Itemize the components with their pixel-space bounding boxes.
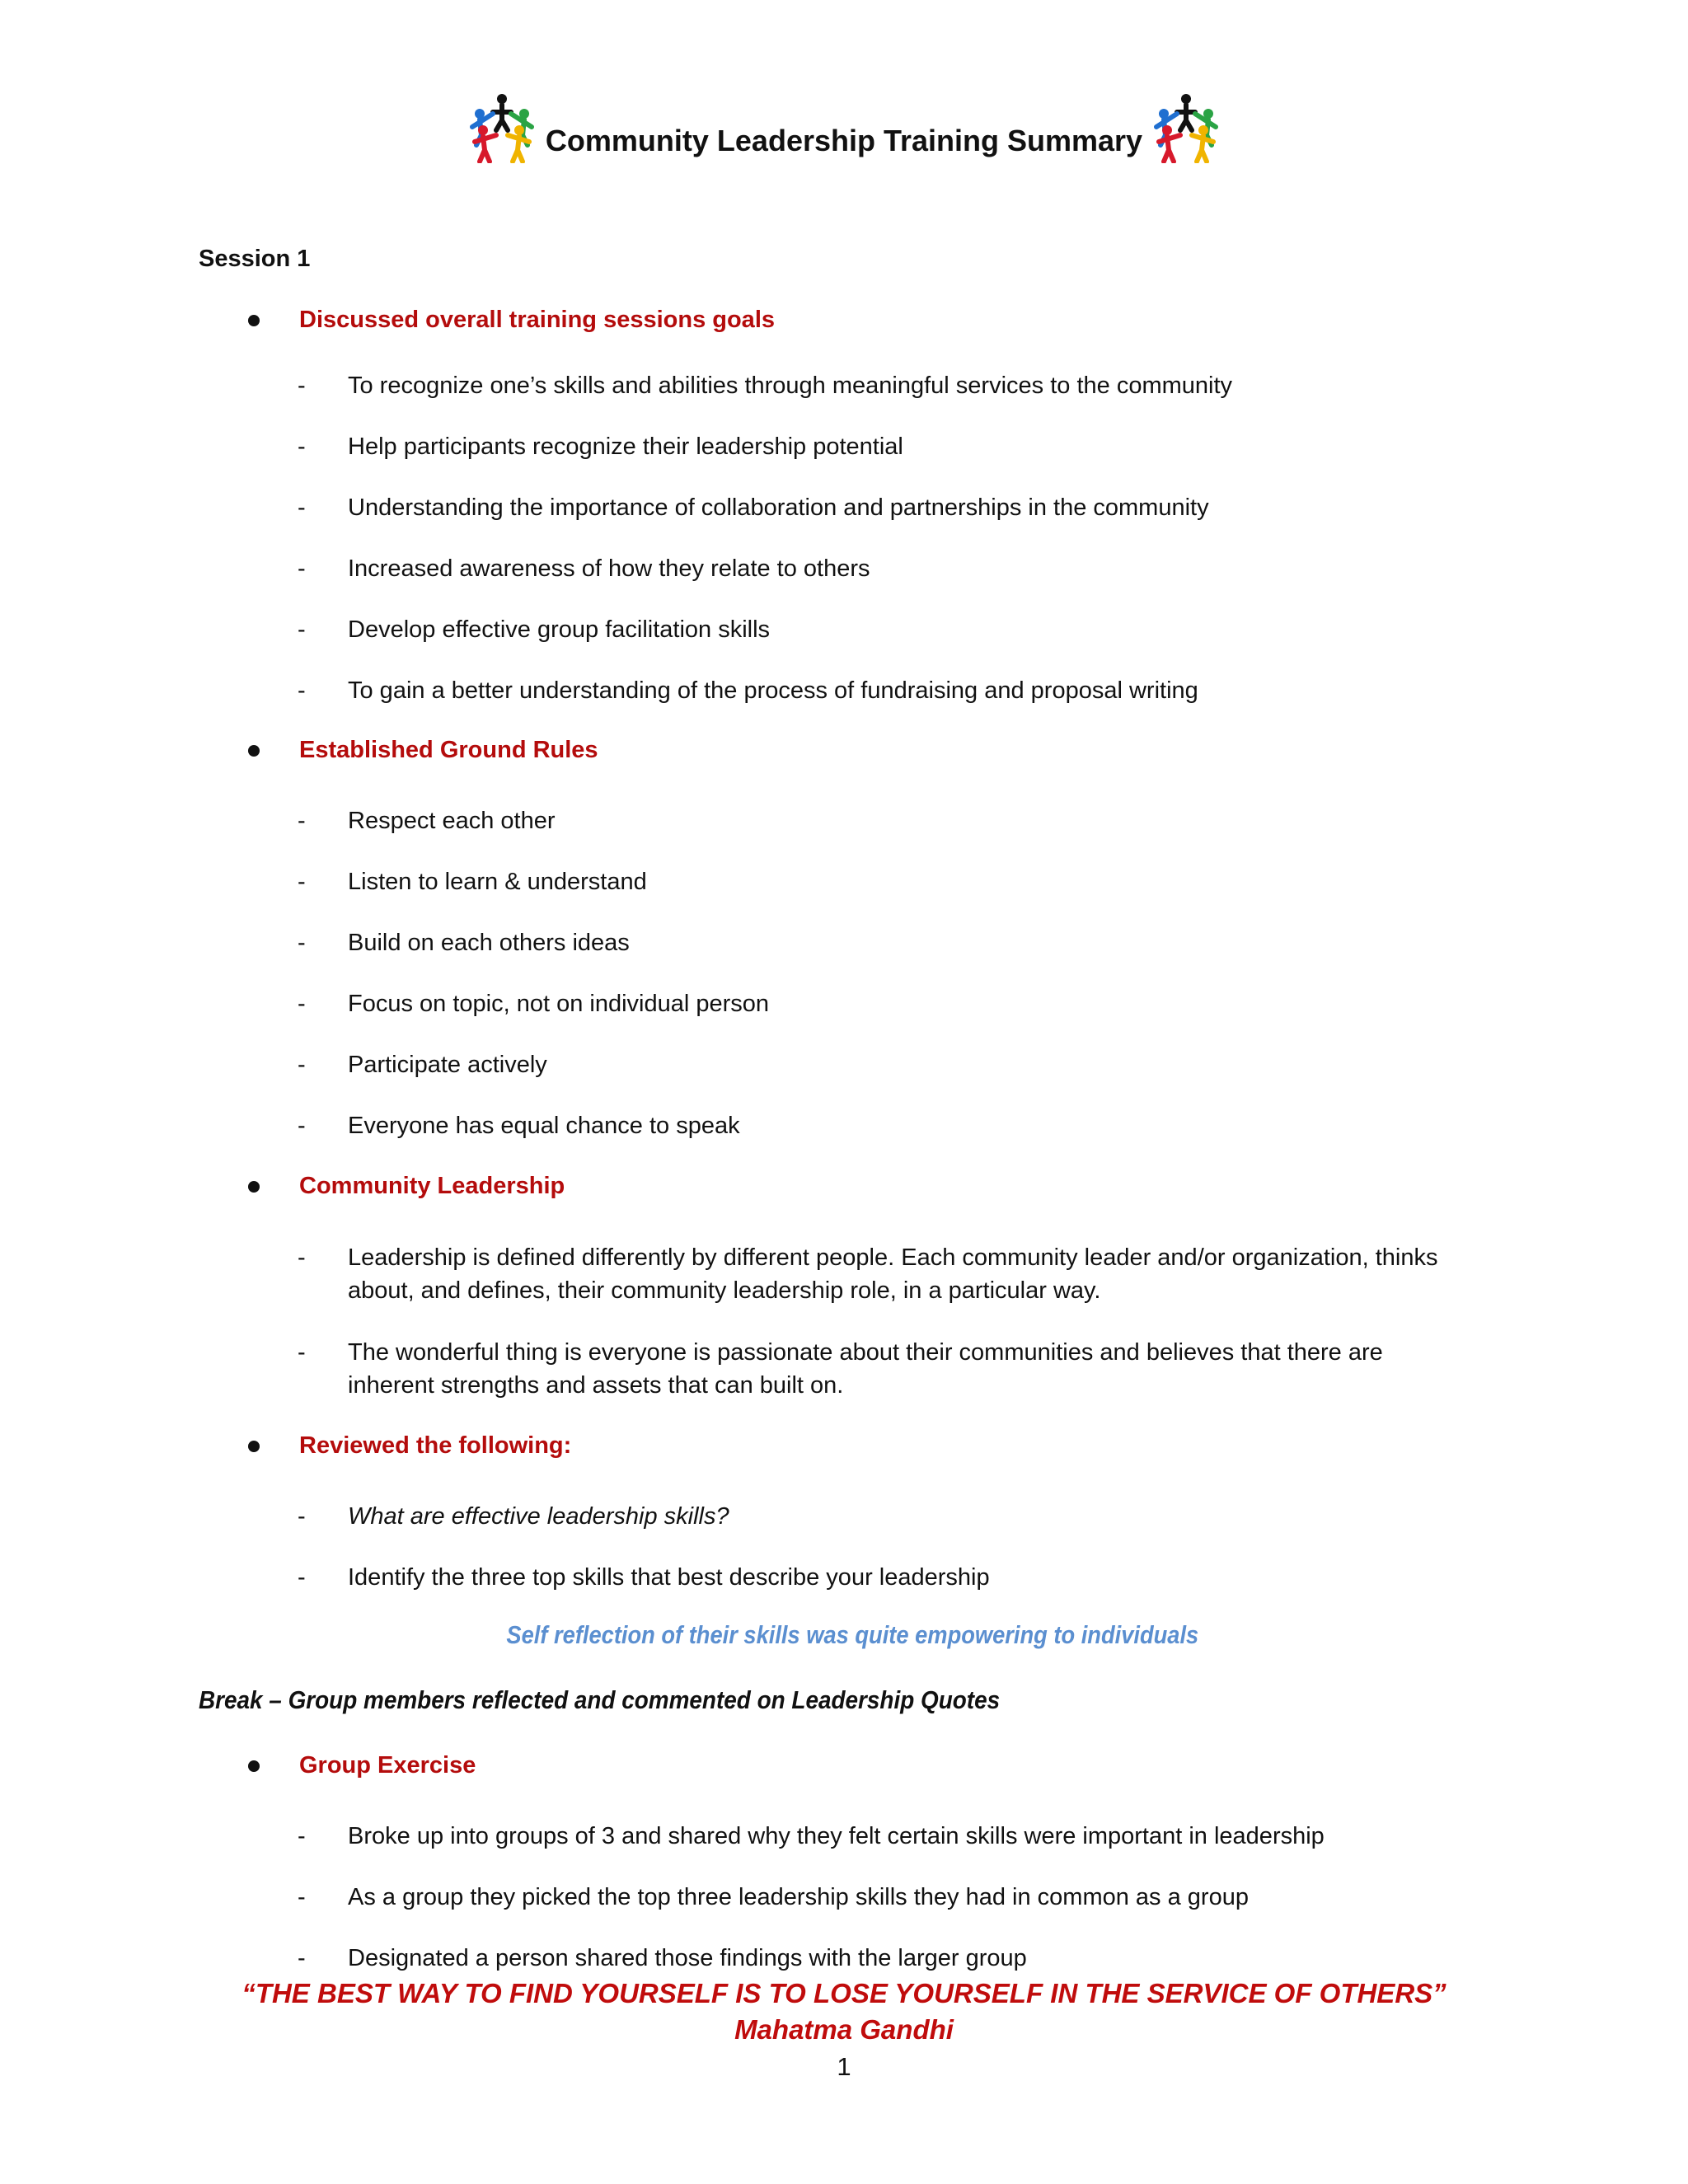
dash-marker: - (298, 1823, 306, 1849)
list-item-text: Build on each others ideas (348, 930, 630, 956)
list-item-text: Leadership is defined differently by different people. Each community leader and/or organization, thinks about, and defines, their community leadership role, in a particular way. (348, 1244, 1438, 1304)
dash-marker: - (298, 1052, 306, 1078)
list-item (298, 804, 1468, 837)
list-item (298, 1109, 1468, 1142)
bullet-dot (248, 315, 260, 326)
list-item-text: Everyone has equal chance to speak (348, 1113, 740, 1139)
list-item-text: Participate actively (348, 1052, 547, 1078)
dash-marker: - (298, 1503, 306, 1530)
bullet-dot (248, 745, 260, 757)
list-item (298, 674, 1468, 707)
list-item (298, 491, 1468, 524)
dash-marker: - (298, 1884, 306, 1910)
section-heading (248, 307, 775, 334)
list-item-text: As a group they picked the top three leadership skills they had in common as a group (348, 1884, 1249, 1910)
dash-marker: - (298, 677, 306, 704)
list-item-text: Identify the three top skills that best describe your leadership (348, 1564, 990, 1591)
list-item-text: To gain a better understanding of the process of fundraising and proposal writing (348, 677, 1198, 704)
list-item-text: Designated a person shared those findings with the larger group (348, 1945, 1027, 1971)
list-item-text: To recognize one’s skills and abilities through meaningful services to the community (348, 373, 1233, 399)
list-item (298, 552, 1468, 585)
dash-marker: - (298, 1564, 306, 1591)
dash-marker: - (298, 1339, 306, 1366)
list-item-text: Listen to learn & understand (348, 869, 647, 895)
dash-marker: - (298, 616, 306, 643)
section-heading-text: Group Exercise (299, 1752, 476, 1779)
list-item (298, 1561, 1468, 1594)
callout-note: Self reflection of their skills was quite empowering to individuals (506, 1620, 1199, 1649)
list-item (298, 987, 1468, 1020)
break-note: Break – Group members reflected and commented on Leadership Quotes (199, 1685, 1001, 1714)
list-item-text: Understanding the importance of collaboration and partnerships in the community (348, 494, 1209, 521)
list-item (298, 1881, 1468, 1914)
list-item (298, 1500, 1468, 1533)
section-heading (248, 1432, 571, 1460)
bullet-dot (248, 1181, 260, 1193)
dash-marker: - (298, 1113, 306, 1139)
list-item (298, 369, 1468, 402)
list-item (298, 1820, 1468, 1853)
quote-author: Mahatma Gandhi (734, 2014, 954, 2045)
people-holding-hands-icon (468, 92, 536, 163)
list-item-text: The wonderful thing is everyone is passionate about their communities and believes that there are inherent strengths and assets that can built on. (348, 1339, 1383, 1399)
section-heading (248, 1173, 565, 1200)
session-label: Session 1 (199, 246, 311, 272)
section-heading-text: Discussed overall training sessions goals (299, 307, 775, 333)
dash-marker: - (298, 991, 306, 1017)
list-item-text: What are effective leadership skills? (348, 1503, 729, 1530)
dash-marker: - (298, 930, 306, 956)
list-item (298, 1336, 1468, 1402)
list-item-text: Develop effective group facilitation skills (348, 616, 771, 643)
dash-marker: - (298, 808, 306, 834)
list-item-text: Help participants recognize their leadership potential (348, 434, 903, 460)
dash-marker: - (298, 373, 306, 399)
people-holding-hands-icon (1152, 92, 1220, 163)
dash-marker: - (298, 494, 306, 521)
section-heading (248, 737, 598, 764)
document-title: Community Leadership Training Summary (545, 124, 1143, 157)
section-heading-text: Reviewed the following: (299, 1432, 572, 1459)
list-item-text: Broke up into groups of 3 and shared why they felt certain skills were important in leadership (348, 1823, 1325, 1849)
list-item (298, 1942, 1468, 1975)
dash-marker: - (298, 555, 306, 582)
dash-marker: - (298, 1945, 306, 1971)
list-item (298, 865, 1468, 898)
bullet-dot (248, 1760, 260, 1772)
list-item-text: Focus on topic, not on individual person (348, 991, 770, 1017)
page-number: 1 (837, 2052, 851, 2081)
dash-marker: - (298, 1244, 306, 1271)
quote-text: “THE BEST WAY TO FIND YOURSELF IS TO LOSE YOURSELF IN THE SERVICE OF OTHERS” (241, 1978, 1447, 2008)
bullet-dot (248, 1441, 260, 1452)
section-heading-text: Community Leadership (299, 1173, 565, 1199)
dash-marker: - (298, 869, 306, 895)
title-row (0, 92, 1688, 163)
list-item (298, 926, 1468, 959)
list-item-text: Respect each other (348, 808, 556, 834)
section-heading (248, 1752, 476, 1779)
list-item (298, 1048, 1468, 1081)
dash-marker: - (298, 434, 306, 460)
footer-quote (0, 1975, 1688, 2048)
section-heading-text: Established Ground Rules (299, 737, 598, 763)
list-item (298, 613, 1468, 646)
list-item (298, 430, 1468, 463)
list-item (298, 1241, 1468, 1307)
list-item-text: Increased awareness of how they relate to others (348, 555, 870, 582)
